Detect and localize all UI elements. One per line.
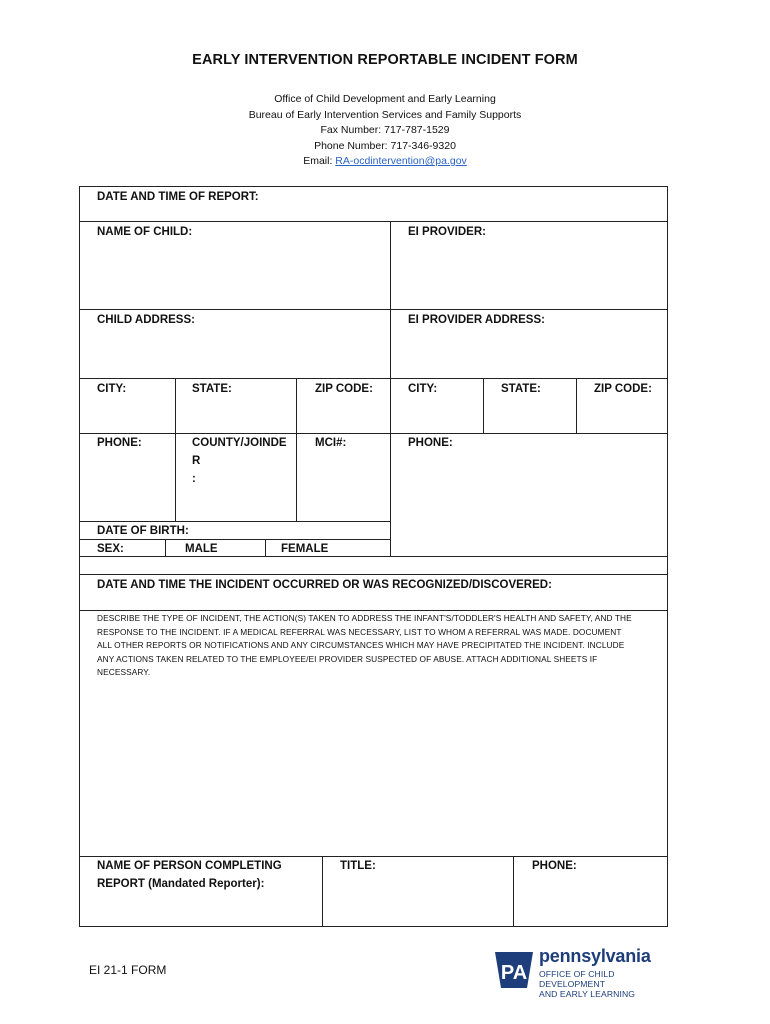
- phone-label: PHONE:: [97, 437, 142, 449]
- date-time-report-label: DATE AND TIME OF REPORT:: [97, 191, 259, 203]
- phone-number: Phone Number: 717-346-9320: [314, 139, 456, 152]
- child-address-label: CHILD ADDRESS:: [97, 314, 195, 326]
- mci-label: MCI#:: [315, 437, 347, 449]
- form-title: EARLY INTERVENTION REPORTABLE INCIDENT FORM: [192, 52, 578, 68]
- col-divider: [265, 539, 266, 556]
- logo-wordmark: pennsylvania: [539, 946, 651, 966]
- female-option[interactable]: FEMALE: [281, 543, 329, 555]
- office-name: Office of Child Development and Early Learning: [274, 93, 496, 105]
- reporter-phone-label: PHONE:: [532, 860, 577, 872]
- email-link[interactable]: RA-ocdintervention@pa.gov: [335, 155, 467, 167]
- reporter-name-label-line2: REPORT (Mandated Reporter):: [97, 878, 265, 890]
- sex-label: SEX:: [97, 543, 124, 555]
- male-option[interactable]: MALE: [185, 543, 218, 555]
- row-divider: [79, 556, 667, 557]
- city-label: CITY:: [97, 383, 127, 395]
- bureau-name: Bureau of Early Intervention Services and Family Supports: [248, 108, 522, 121]
- row-divider: [79, 610, 667, 611]
- row-divider: [79, 521, 390, 522]
- incident-datetime-label: DATE AND TIME THE INCIDENT OCCURRED OR WAS RECOGNIZED/DISCOVERED:: [97, 579, 552, 591]
- keystone-icon: [493, 948, 535, 990]
- child-name-field[interactable]: [80, 242, 390, 309]
- date-time-report-field[interactable]: [80, 205, 666, 221]
- row-divider: [79, 309, 667, 310]
- col-divider: [576, 378, 577, 433]
- reporter-name-label-line1: NAME OF PERSON COMPLETING: [97, 860, 282, 872]
- col-divider: [483, 378, 484, 433]
- incident-description-field[interactable]: [80, 690, 666, 855]
- incident-description-instructions: DESCRIBE THE TYPE OF INCIDENT, THE ACTION(S) TAKEN TO ADDRESS THE INFANT'S/TODDLER'S HEALTH AND SAFETY, AND THE RESPONSE TO THE INCIDENT. IF A MEDICAL REFERRAL WAS NECESSARY, LIST TO WHOM A REFERRAL WAS MADE. DOCUMENT ALL OTHER REPORTS OR NOTIFICATIONS AND ANY CIRCUMSTANCES WHICH MAY HAVE PRECIPITATED THE INCIDENT. INCLUDE ANY ACTIONS TAKEN RELATED TO THE EMPLOYEE/EI PROVIDER SUSPECTED OF ABUSE. ATTACH ADDITIONAL SHEETS IF NECESSARY.: [97, 613, 632, 678]
- row-divider: [79, 856, 667, 857]
- reporter-title-label: TITLE:: [340, 860, 376, 872]
- email-line: [0, 154, 770, 169]
- col-divider: [175, 378, 176, 521]
- child-address-field[interactable]: [80, 330, 390, 378]
- row-divider: [79, 378, 667, 379]
- logo-subtitle-line2: AND EARLY LEARNING: [539, 989, 636, 999]
- provider-phone-label: PHONE:: [408, 437, 453, 449]
- ei-provider-address-field[interactable]: [391, 330, 666, 378]
- row-divider: [79, 221, 667, 222]
- county-joinder-label-line3: :: [192, 473, 196, 485]
- ei-provider-field[interactable]: [391, 242, 666, 309]
- dob-label: DATE OF BIRTH:: [97, 525, 189, 537]
- provider-city-label: CITY:: [408, 383, 438, 395]
- email-prefix: Email:: [303, 155, 336, 167]
- col-divider: [296, 378, 297, 521]
- provider-state-label: STATE:: [501, 383, 541, 395]
- state-label: STATE:: [192, 383, 232, 395]
- form-number: EI 21-1 FORM: [89, 963, 167, 977]
- row-divider: [79, 433, 667, 434]
- county-joinder-label-line1: COUNTY/JOINDE: [192, 437, 287, 449]
- col-divider: [513, 856, 514, 926]
- row-divider: [79, 574, 667, 575]
- col-divider: [322, 856, 323, 926]
- ei-provider-label: EI PROVIDER:: [408, 226, 486, 238]
- county-joinder-label-line2: R: [192, 455, 201, 467]
- pa-ocdel-logo: [493, 946, 683, 999]
- col-divider: [165, 539, 166, 556]
- zip-label: ZIP CODE:: [315, 383, 373, 395]
- fax-number: Fax Number: 717-787-1529: [320, 124, 450, 136]
- svg-text:PA: PA: [500, 962, 528, 984]
- provider-zip-label: ZIP CODE:: [594, 383, 652, 395]
- row-divider: [79, 539, 390, 540]
- ei-provider-address-label: EI PROVIDER ADDRESS:: [408, 314, 545, 326]
- logo-subtitle: [539, 969, 683, 999]
- child-name-label: NAME OF CHILD:: [97, 226, 193, 238]
- logo-subtitle-line1: OFFICE OF CHILD DEVELOPMENT: [539, 969, 615, 989]
